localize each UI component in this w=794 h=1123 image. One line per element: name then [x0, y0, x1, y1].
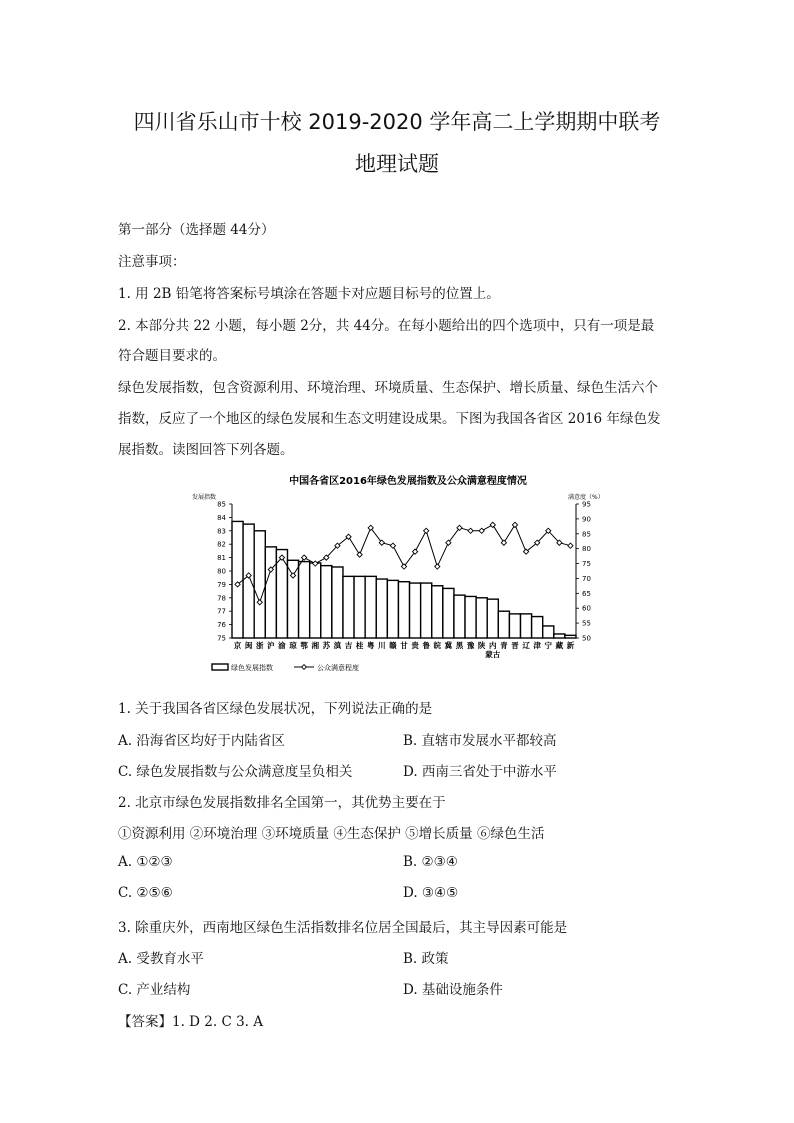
y2-tick-label: 85 — [582, 530, 591, 539]
legend-line-label: 公众满意程度 — [317, 664, 359, 672]
satisfaction-point-7 — [302, 555, 307, 560]
legend-line-marker — [302, 665, 307, 670]
q2-option-d: D. ③④⑤ — [403, 885, 459, 901]
x-tick-label: 苏 — [322, 641, 331, 650]
x-tick-label: 青 — [500, 641, 508, 650]
x-tick-label: 藏 — [555, 641, 564, 650]
bar-18 — [421, 583, 432, 638]
x-tick-label: 晋 — [511, 641, 519, 650]
bar-21 — [454, 595, 465, 638]
bar-24 — [487, 599, 498, 638]
bar-15 — [387, 580, 398, 638]
x-tick-label: 浙 — [255, 641, 264, 650]
answer-label: 【答案】 — [118, 1014, 172, 1030]
x-tick-label: 宁 — [544, 641, 553, 650]
legend-bar-label: 绿色发展指数 — [231, 664, 273, 672]
y-tick-label: 78 — [217, 594, 226, 603]
bar-7 — [299, 562, 310, 638]
answer-text: 1. D 2. C 3. A — [172, 1014, 263, 1030]
bar-4 — [265, 547, 276, 638]
x-tick-label: 粤 — [366, 641, 375, 650]
y-tick-label: 84 — [217, 513, 226, 522]
x-tick-label: 琼 — [289, 641, 297, 650]
y-tick-label: 76 — [217, 621, 226, 630]
x-tick-label: 鲁 — [422, 641, 430, 650]
bar-9 — [321, 566, 332, 638]
bar-5 — [276, 550, 287, 638]
y2-tick-label: 55 — [582, 619, 591, 628]
satisfaction-point-23 — [479, 528, 484, 533]
bar-8 — [310, 563, 321, 638]
y2-tick-label: 80 — [582, 545, 591, 554]
x-tick-label: 贵 — [411, 641, 419, 650]
x-tick-label: 豫 — [466, 641, 475, 650]
y-tick-label: 81 — [217, 554, 226, 563]
y-tick-label: 80 — [217, 567, 226, 576]
bar-10 — [332, 567, 343, 638]
answer-line — [118, 1010, 263, 1030]
intro-para-2: 指数，反应了一个地区的绿色发展和生态文明建设成果。下图为我国各省区 2016 年绿色发 — [118, 411, 661, 427]
q1-option-a: A. 沿海省区均好于内陆省区 — [118, 733, 285, 749]
y2-tick-label: 90 — [582, 515, 591, 524]
bar-16 — [398, 582, 409, 638]
bar-26 — [509, 614, 520, 638]
x-tick-label: 赣 — [389, 641, 397, 650]
legend-bar-swatch — [212, 664, 228, 670]
x-tick-label: 桂 — [355, 641, 364, 650]
question-1: 1. 关于我国各省区绿色发展状况，下列说法正确的是 — [118, 701, 433, 717]
y-tick-label: 75 — [217, 634, 226, 643]
x-tick-label: 渝 — [278, 641, 286, 650]
y2-tick-label: 70 — [582, 574, 591, 583]
bar-30 — [554, 634, 565, 638]
q2-option-b: B. ②③④ — [403, 854, 458, 870]
bar-1 — [232, 521, 243, 638]
bar-17 — [410, 583, 421, 638]
chart-title: 中国各省区2016年绿色发展指数及公众满意程度情况 — [289, 476, 527, 487]
y-tick-label: 79 — [217, 580, 226, 589]
satisfaction-point-18 — [424, 528, 429, 533]
intro-para-3: 展指数。读图回答下列各题。 — [118, 442, 294, 458]
x-tick-label: 沪 — [267, 641, 275, 650]
q1-option-d: D. 西南三省处于中游水平 — [403, 764, 557, 780]
intro-para-1: 绿色发展指数，包含资源利用、环境治理、环境质量、生态保护、增长质量、绿色生活六个 — [118, 380, 658, 396]
bar-20 — [443, 588, 454, 638]
bar-22 — [465, 596, 476, 638]
bar-13 — [365, 576, 376, 638]
bar-29 — [543, 626, 554, 638]
notice-1: 1. 用 2B 铅笔将答案标号填涂在答题卡对应题目标号的位置上。 — [118, 286, 500, 302]
x-tick-label: 皖 — [433, 641, 442, 650]
q1-option-b: B. 直辖市发展水平都较高 — [403, 733, 557, 749]
document-subtitle: 地理试题 — [355, 152, 439, 176]
x-tick-label: 陕 — [477, 641, 486, 650]
q3-option-d: D. 基础设施条件 — [403, 982, 503, 998]
bar-19 — [432, 586, 443, 638]
q3-option-a: A. 受教育水平 — [118, 951, 204, 967]
green-development-chart — [190, 470, 610, 680]
x-tick-label: 京 — [233, 641, 242, 650]
x-tick-label: 冀 — [444, 641, 453, 650]
bar-31 — [565, 635, 576, 638]
notice-2a: 2. 本部分共 22 小题，每小题 2分，共 44分。在每小题给出的四个选项中，只有一项是最 — [118, 318, 655, 334]
x-tick-label: 闽 — [244, 641, 253, 650]
q3-option-b: B. 政策 — [403, 951, 449, 967]
y2-tick-label: 65 — [582, 589, 591, 598]
bar-28 — [532, 617, 543, 638]
x-tick-label: 辽 — [522, 641, 530, 650]
q2-items: ①资源利用 ②环境治理 ③环境质量 ④生态保护 ⑤增长质量 ⑥绿色生活 — [118, 826, 545, 842]
y-axis-title: 发展指数 — [192, 494, 217, 501]
satisfaction-point-22 — [468, 528, 473, 533]
y-tick-label: 82 — [217, 540, 226, 549]
bar-14 — [376, 579, 387, 638]
y2-tick-label: 75 — [582, 560, 591, 569]
x-tick-label: 川 — [378, 641, 386, 650]
satisfaction-point-26 — [512, 522, 517, 527]
x-tick-label: 津 — [533, 641, 541, 650]
y2-axis-title: 满意度（%） — [568, 494, 604, 501]
y2-tick-label: 50 — [582, 634, 591, 643]
bar-2 — [243, 524, 254, 638]
y-tick-label: 85 — [217, 500, 226, 509]
bar-3 — [254, 531, 265, 638]
question-3: 3. 除重庆外，西南地区绿色生活指数排名位居全国最后，其主导因素可能是 — [118, 920, 568, 936]
x-tick-label: 黑 — [455, 641, 464, 650]
x-tick-label: 甘 — [400, 641, 408, 650]
x-tick-label: 滇 — [333, 641, 342, 650]
y2-tick-label: 60 — [582, 604, 591, 613]
satisfaction-point-24 — [490, 522, 495, 527]
bar-27 — [521, 614, 532, 638]
bar-25 — [498, 611, 509, 638]
x-tick-label: 吉 — [344, 641, 353, 650]
x-tick-label: 新 — [566, 641, 575, 650]
document-title: 四川省乐山市十校 2019-2020 学年高二上学期期中联考 — [133, 110, 661, 134]
satisfaction-point-15 — [390, 543, 395, 548]
section-heading: 第一部分（选择题 44分） — [118, 222, 275, 238]
satisfaction-point-12 — [357, 552, 362, 557]
x-tick-label: 内蒙古 — [485, 641, 501, 659]
bar-23 — [476, 598, 487, 638]
q1-option-c: C. 绿色发展指数与公众满意度呈负相关 — [118, 764, 353, 780]
question-2: 2. 北京市绿色发展指数排名全国第一，其优势主要在于 — [118, 795, 446, 811]
y2-tick-label: 95 — [582, 500, 591, 509]
y-tick-label: 77 — [217, 607, 226, 616]
x-tick-label: 湘 — [311, 641, 319, 650]
notice-label: 注意事项： — [118, 254, 186, 270]
satisfaction-point-31 — [568, 543, 573, 548]
notice-2b: 符合题目要求的。 — [118, 348, 226, 364]
x-tick-label: 鄂 — [300, 641, 308, 650]
q3-option-c: C. 产业结构 — [118, 982, 191, 998]
bar-12 — [354, 576, 365, 638]
satisfaction-point-25 — [501, 540, 506, 545]
q2-option-a: A. ①②③ — [118, 854, 173, 870]
q2-option-c: C. ②⑤⑥ — [118, 885, 173, 901]
y-tick-label: 83 — [217, 527, 226, 536]
bar-11 — [343, 576, 354, 638]
satisfaction-point-19 — [435, 564, 440, 569]
bar-6 — [287, 560, 298, 638]
